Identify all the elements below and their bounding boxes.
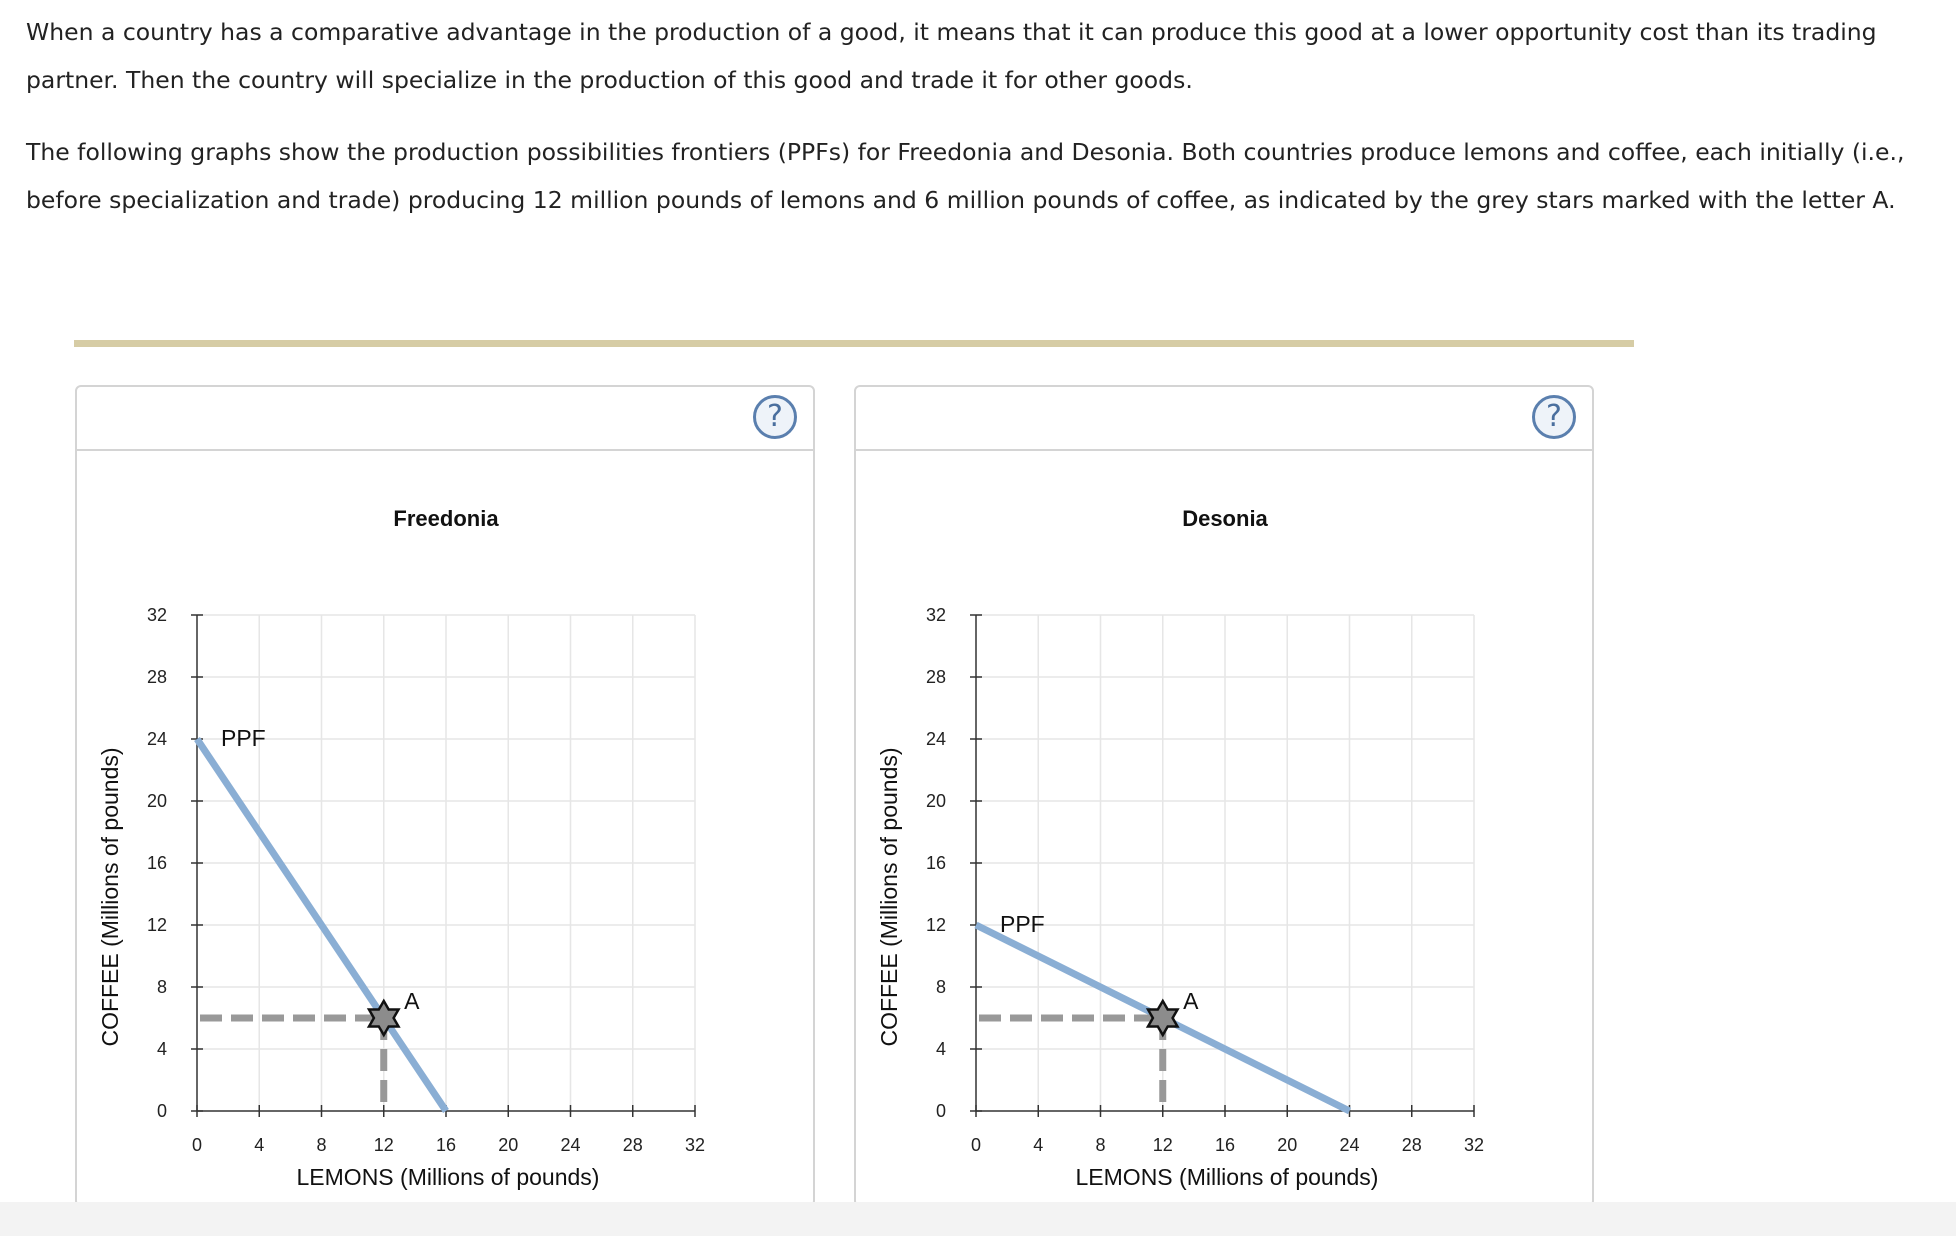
intro-paragraph-1: When a country has a comparative advantage in the production of a good, it means that it can produce this good at a lower opportunity cost than its trading partner. Then the country will specialize in the production of this good and trade it for other goods. (26, 18, 1877, 94)
y-tick-label: 4 (156, 1039, 167, 1059)
x-tick-label: 4 (254, 1135, 265, 1155)
desonia-graph-panel (854, 385, 1594, 1207)
x-tick-label: 28 (622, 1135, 643, 1155)
freedonia-graph-panel (75, 385, 815, 1207)
point-label-a: A (404, 988, 420, 1014)
x-tick-label: 20 (498, 1135, 519, 1155)
y-tick-label: 8 (935, 977, 946, 997)
y-axis-label: COFFEE (Millions of pounds) (97, 747, 123, 1047)
y-tick-label: 16 (146, 853, 167, 873)
y-tick-label: 0 (935, 1101, 946, 1121)
y-tick-label: 28 (925, 667, 946, 687)
x-tick-label: 16 (435, 1135, 457, 1155)
x-tick-label: 8 (316, 1135, 327, 1155)
x-tick-label: 32 (684, 1135, 706, 1155)
ppf-label: PPF (1000, 911, 1045, 937)
y-tick-label: 0 (156, 1101, 167, 1121)
y-tick-label: 24 (146, 729, 167, 749)
desonia-chart (856, 451, 1592, 1205)
x-axis-label: LEMONS (Millions of pounds) (1075, 1164, 1379, 1190)
x-tick-label: 28 (1401, 1135, 1422, 1155)
x-tick-label: 24 (1339, 1135, 1360, 1155)
x-tick-label: 24 (560, 1135, 581, 1155)
x-axis-label: LEMONS (Millions of pounds) (296, 1164, 600, 1190)
x-tick-label: 12 (1152, 1135, 1173, 1155)
x-tick-label: 16 (1214, 1135, 1236, 1155)
y-tick-label: 12 (925, 915, 946, 935)
x-tick-label: 32 (1463, 1135, 1485, 1155)
y-tick-label: 32 (925, 605, 946, 625)
panel-header (77, 387, 813, 451)
y-tick-label: 12 (146, 915, 167, 935)
section-divider (74, 340, 1634, 347)
x-tick-label: 4 (1033, 1135, 1044, 1155)
help-icon[interactable]: ? (1532, 395, 1576, 439)
x-tick-label: 20 (1277, 1135, 1298, 1155)
x-tick-label: 0 (191, 1135, 203, 1155)
chart-title: Freedonia (393, 506, 499, 531)
y-tick-label: 4 (935, 1039, 946, 1059)
x-tick-label: 0 (970, 1135, 982, 1155)
footer-strip (0, 1202, 1956, 1236)
y-axis-label: COFFEE (Millions of pounds) (876, 747, 902, 1047)
y-tick-label: 8 (156, 977, 167, 997)
intro-text (26, 8, 1906, 248)
panel-header (856, 387, 1592, 451)
freedonia-chart (77, 451, 813, 1205)
x-tick-label: 12 (373, 1135, 394, 1155)
x-tick-label: 8 (1095, 1135, 1106, 1155)
y-tick-label: 32 (146, 605, 167, 625)
help-icon[interactable]: ? (753, 395, 797, 439)
y-tick-label: 20 (146, 791, 167, 811)
chart-title: Desonia (1182, 506, 1268, 531)
star-marker-a (1148, 1001, 1178, 1035)
y-tick-label: 24 (925, 729, 946, 749)
y-tick-label: 16 (925, 853, 946, 873)
y-tick-label: 28 (146, 667, 167, 687)
ppf-label: PPF (221, 725, 266, 751)
intro-paragraph-2: The following graphs show the production possibilities frontiers (PPFs) for Freedonia and Desonia. Both countries produce lemons and coffee, each initially (i.e., before specialization and trade) producing 12 million pounds of lemons and 6 million pounds of coffee, as indicated by the grey stars marked with the letter A. (26, 138, 1905, 214)
y-tick-label: 20 (925, 791, 946, 811)
point-label-a: A (1183, 988, 1199, 1014)
